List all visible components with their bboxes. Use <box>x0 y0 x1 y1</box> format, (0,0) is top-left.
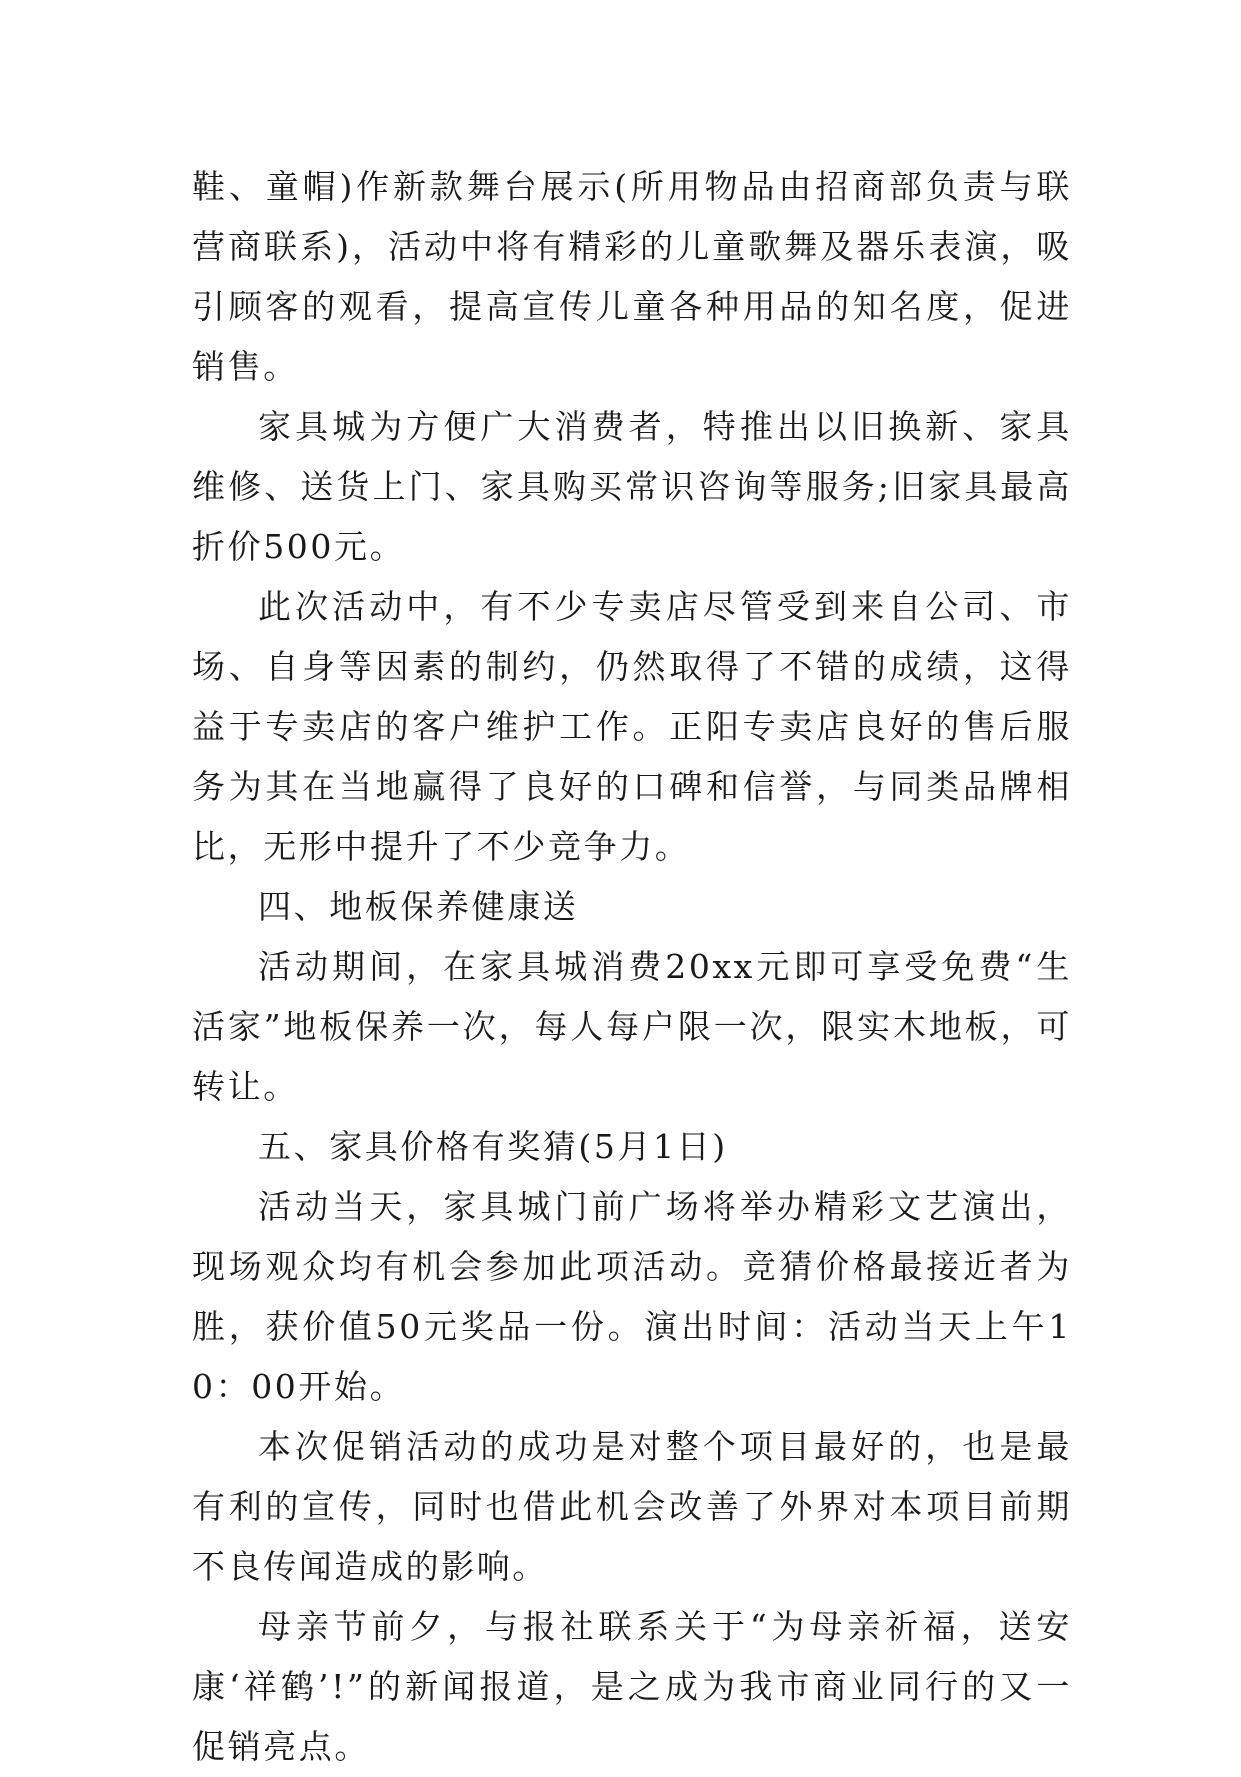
body-text <box>192 157 1072 1777</box>
heading-price-guess: 五、家具价格有奖猜(5月1日) <box>258 1127 728 1166</box>
paragraph-promotion-success: 本次促销活动的成功是对整个项目最好的，也是最有利的宣传，同时也借此机会改善了外界对本项目前期不良传闻造成的影响。 <box>192 1427 1072 1586</box>
paragraph-price-guess: 活动当天，家具城门前广场将举办精彩文艺演出，现场观众均有机会参加此项活动。竞猜价格最接近者为胜，获价值50元奖品一份。演出时间：活动当天上午10：00开始。 <box>192 1187 1072 1406</box>
heading-floor-maintenance: 四、地板保养健康送 <box>258 887 579 926</box>
paragraph-store-results: 此次活动中，有不少专卖店尽管受到来自公司、市场、自身等因素的制约，仍然取得了不错的成绩，这得益于专卖店的客户维护工作。正阳专卖店良好的售后服务为其在当地赢得了良好的口碑和信誉，与同类品牌相比，无形中提升了不少竞争力。 <box>192 587 1072 866</box>
paragraph-floor-maintenance: 活动期间，在家具城消费20xx元即可享受免费“生活家”地板保养一次，每人每户限一次，限实木地板，可转让。 <box>192 947 1072 1106</box>
paragraph-children-show: 鞋、童帽)作新款舞台展示(所用物品由招商部负责与联营商联系)，活动中将有精彩的儿童歌舞及器乐表演，吸引顾客的观看，提高宣传儿童各种用品的知名度，促进销售。 <box>192 167 1072 386</box>
paragraph-furniture-services: 家具城为方便广大消费者，特推出以旧换新、家具维修、送货上门、家具购买常识咨询等服务;旧家具最高折价500元。 <box>192 407 1072 566</box>
paragraph-mothers-day: 母亲节前夕，与报社联系关于“为母亲祈福，送安康‘祥鹤’!”的新闻报道，是之成为我市商业同行的又一促销亮点。 <box>192 1607 1072 1766</box>
